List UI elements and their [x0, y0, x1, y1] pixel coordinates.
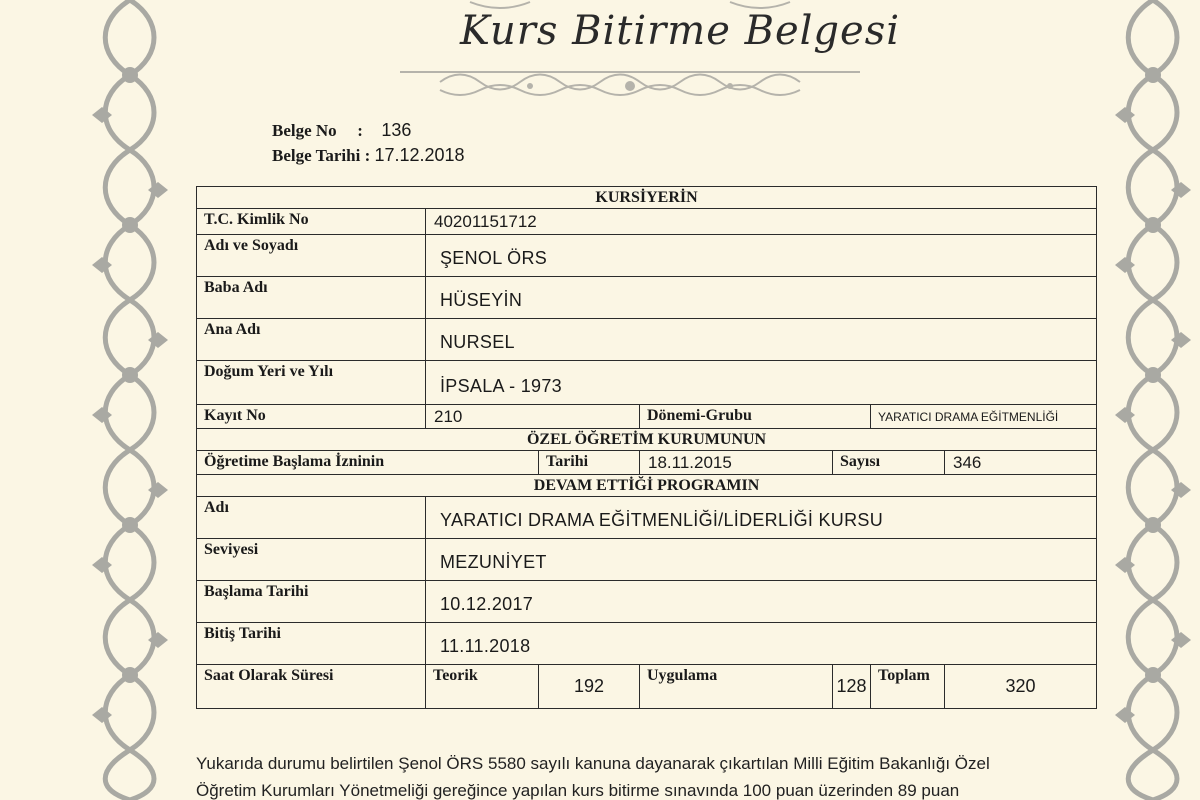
left-ornamental-border: [82, 0, 177, 800]
tc-row: [197, 209, 1097, 235]
kurum-header-row: [197, 429, 1097, 451]
donem-label: Dönemi-Grubu: [640, 405, 871, 429]
bitis-row: [197, 623, 1097, 665]
bitis-value: 11.11.2018: [426, 623, 1097, 665]
belge-tarihi-row: [272, 145, 465, 166]
dogum-value: İPSALA - 1973: [426, 361, 1097, 405]
document-title: Kurs Bitirme Belgesi: [459, 8, 901, 54]
baslama-row: [197, 581, 1097, 623]
program-header: DEVAM ETTİĞİ PROGRAMIN: [197, 475, 1097, 497]
program-header-row: [197, 475, 1097, 497]
program-adi-row: [197, 497, 1097, 539]
body-line-2: Öğretim Kurumları Yönetmeliği gereğince yapılan kurs bitirme sınavında 100 puan üzerinden 89 puan: [196, 781, 960, 800]
donem-value: YARATICI DRAMA EĞİTMENLİĞİ: [871, 405, 1097, 429]
belge-tarihi-value: 17.12.2018: [374, 145, 465, 165]
baslama-value: 10.12.2017: [426, 581, 1097, 623]
bitis-label: Bitiş Tarihi: [197, 623, 426, 665]
toplam-label: Toplam: [871, 665, 945, 709]
ana-adi-row: [197, 319, 1097, 361]
baba-adi-row: [197, 277, 1097, 319]
right-ornamental-border: [1105, 0, 1200, 800]
seviye-label: Seviyesi: [197, 539, 426, 581]
sure-label: Saat Olarak Süresi: [197, 665, 426, 709]
seviye-value: MEZUNİYET: [426, 539, 1097, 581]
kayit-row: [197, 405, 1097, 429]
toplam-value: 320: [945, 665, 1097, 709]
uygulama-label: Uygulama: [640, 665, 833, 709]
kursiyer-header: KURSİYERİN: [197, 187, 1097, 209]
izin-label: Öğretime Başlama İzninin: [197, 451, 539, 475]
seviye-row: [197, 539, 1097, 581]
teorik-label: Teorik: [426, 665, 539, 709]
ana-adi-value: NURSEL: [426, 319, 1097, 361]
program-adi-label: Adı: [197, 497, 426, 539]
baba-adi-value: HÜSEYİN: [426, 277, 1097, 319]
certificate-body-text: [196, 750, 1096, 800]
baba-adi-label: Baba Adı: [197, 277, 426, 319]
tc-label: T.C. Kimlik No: [197, 209, 426, 235]
dogum-row: [197, 361, 1097, 405]
izin-sayi-value: 346: [945, 451, 1097, 475]
kayit-value: 210: [426, 405, 640, 429]
belge-no-separator: :: [357, 121, 363, 140]
sure-row: [197, 665, 1097, 709]
izin-sayi-label: Sayısı: [833, 451, 945, 475]
ad-soyad-row: [197, 235, 1097, 277]
ad-soyad-label: Adı ve Soyadı: [197, 235, 426, 277]
belge-tarihi-label: Belge Tarihi :: [272, 146, 371, 165]
kursiyer-header-row: [197, 187, 1097, 209]
baslama-label: Başlama Tarihi: [197, 581, 426, 623]
body-line-1: Yukarıda durumu belirtilen Şenol ÖRS 5580 sayılı kanuna dayanarak çıkartılan Milli Eğitim Bakanlığı Özel: [196, 754, 990, 773]
program-adi-value: YARATICI DRAMA EĞİTMENLİĞİ/LİDERLİĞİ KURSU: [426, 497, 1097, 539]
ad-soyad-value: ŞENOL ÖRS: [426, 235, 1097, 277]
izin-tarih-value: 18.11.2015: [640, 451, 833, 475]
belge-no-row: [272, 120, 411, 141]
ana-adi-label: Ana Adı: [197, 319, 426, 361]
dogum-label: Doğum Yeri ve Yılı: [197, 361, 426, 405]
uygulama-value: 128: [833, 665, 871, 709]
belge-no-label: Belge No: [272, 121, 337, 140]
teorik-value: 192: [539, 665, 640, 709]
izin-tarih-label: Tarihi: [539, 451, 640, 475]
belge-no-value: 136: [381, 120, 412, 140]
kayit-label: Kayıt No: [197, 405, 426, 429]
kurum-header: ÖZEL ÖĞRETİM KURUMUNUN: [197, 429, 1097, 451]
izin-row: [197, 451, 1097, 475]
tc-value: 40201151712: [426, 209, 1097, 235]
certificate-form-table: [196, 186, 1097, 709]
